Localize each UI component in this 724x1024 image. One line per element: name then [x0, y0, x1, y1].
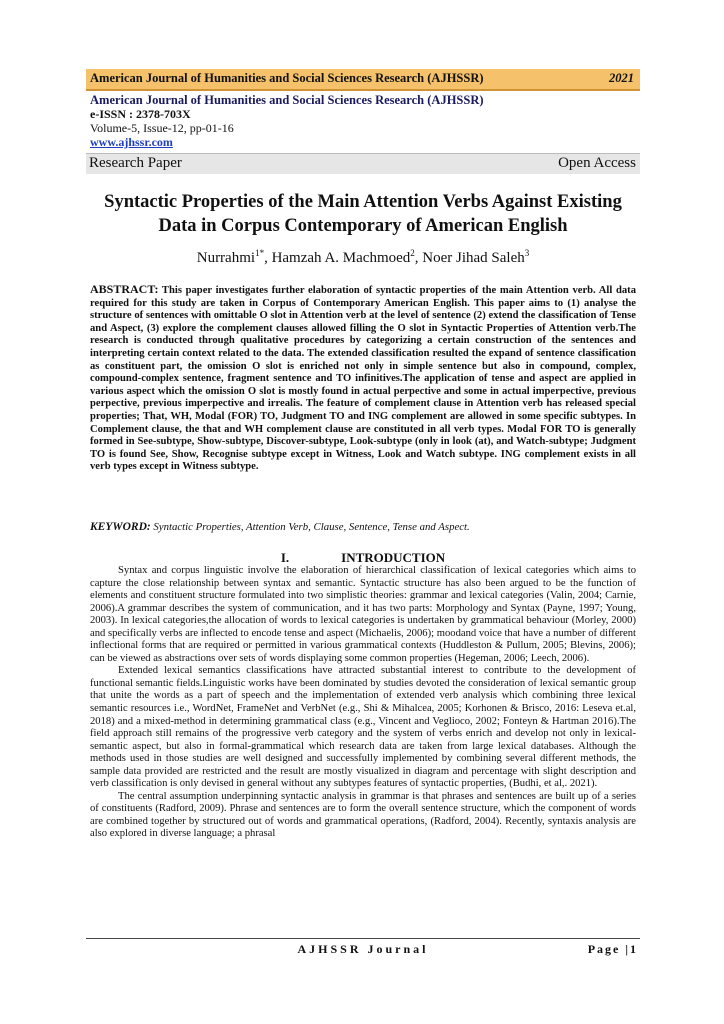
keyword-text: Syntactic Properties, Attention Verb, Clause, Sentence, Tense and Aspect. — [150, 521, 470, 533]
open-access-label: Open Access — [558, 155, 636, 171]
abstract — [90, 283, 636, 474]
author-name: Nurrahmi — [196, 250, 256, 266]
section-title: INTRODUCTION — [341, 550, 446, 565]
section-number: I. — [280, 550, 290, 565]
author-affiliation-mark: 1* — [255, 248, 265, 258]
footer-journal: AJHSSR Journal — [297, 942, 429, 956]
journal-meta — [90, 93, 484, 149]
paper-title: Syntactic Properties of the Main Attention Verbs Against Existing Data in Corpus Contemporary of American English — [104, 192, 622, 236]
meta-journal-name: American Journal of Humanities and Social Sciences Research (AJHSSR) — [90, 93, 484, 107]
body-text — [90, 565, 636, 841]
meta-eissn: e-ISSN : 2378-703X — [90, 107, 191, 121]
abstract-label: ABSTRACT: — [90, 282, 159, 296]
keywords — [90, 521, 636, 533]
paper-type-bar — [86, 153, 640, 174]
keyword-label: KEYWORD: — [90, 521, 151, 533]
header-journal-name: American Journal of Humanities and Social Sciences Research (AJHSSR) — [90, 71, 484, 85]
journal-header-band — [86, 69, 640, 91]
author-affiliation-mark: 2 — [410, 248, 415, 258]
author-name: , Hamzah A. Machmoed — [264, 250, 411, 266]
page-footer — [86, 938, 640, 957]
author-affiliation-mark: 3 — [524, 248, 530, 258]
abstract-text: This paper investigates further elaboration of syntactic properties of the main Attention verb. All data required for this study are taken in Corpus of Contemporary American English. This paper aims to (1) analyse the structure of sentences with omittable O slot in Attention verb at the level of sentence (2) extend the classification of Tense and Aspect, (3) explore the complement clauses allowed filling the O slot in Syntactic Properties of Attention verb.The research is conducted through qualitative procedures by categorizing a certain construction of the sentences and interpreting certain context related to the data. The extended classification resulted the expand of sentence classification as constituent part, the omission O slot is enriched not only in simple sentence but also in compound, complex, compound-complex sentence, fragment sentence and TO infinitives.The application of tense and aspect are applied in various aspect which the omission O slot is mostly found in actual perpective and some in actual imperpective, previous perpective, previous imperpective and irrealis. The feature of complement clause in Attention verb has released special properties; That, WH, Modal (FOR) TO, Judgment TO and ING complement are allowed in some specific subtypes. In Complement clause, the that and WH complement clause are constituted in all verb types. Modal FOR TO is generally formed in See-subtype, Show-subtype, Discover-subtype, Look-subtype (only in look (at), and Watch-subtype; Judgment TO is found See, Show, Recognise subtype except in Witness, Look and Watch subtype. ING complement exists in all verb types except in Witness subtype. — [90, 285, 636, 473]
paragraph: Extended lexical semantics classifications have attracted substantial interest to contribute to the development of functional semantic fields.Linguistic works have been dominated by studies devoted the consideration of lexical semantic group that unite the words as a part of speech and the implementation of extended verb analysis which combining three lexical semantic resources i.e., WordNet, FrameNet and VerbNet (e.g., Shi & Mihalcea, 2005; Korhonen & Brisco, 2016: Leseva et.al, 2018) and a mixed-method in determining grammatical class (e.g., Vincent and Veglioco, 2002; Fonteyn & Hartman 2016).The field approach still remains of the progressive verb category and the system of verbs enrich and develop not only in lexical-semantic aspect, but also in formal-grammatical which research data are taken from large lexical databases. Although the methods used in those studies are well designed and successfully implemented by combining several different methods, the sample data provided are restricted and the result are mostly visualized in diagram and percentage with slight description and verb classification is only devised in general without any subtypes features of syntactic properties, (Budhi, et al,. 2021). — [90, 665, 636, 790]
page-number: Page |1 — [587, 942, 638, 956]
section-heading — [86, 550, 640, 566]
author-name: , Noer Jihad Saleh — [414, 250, 525, 266]
author-list — [86, 248, 640, 267]
header-year: 2021 — [609, 71, 634, 85]
paragraph: Syntax and corpus linguistic involve the elaboration of hierarchical classification of lexical categories which aims to capture the close relationship between syntax and semantic. Syntactic structure has also been argued to be the function of elements and constituent structure formulated into two simplistic theories: grammar and lexical categories (Valin, 2004; Carnie, 2006).A grammar describes the system of communication, and it has two parts: Morphology and Syntax (Payne, 1997; Young, 2003). In lexical categories,the allocation of words to lexical categories is undertaken by grammatical behaviour (Morley, 2000) and specifically verbs are inflected to encode tense and aspect (Michaelis, 2006); moodand voice that have a number of different inflectional forms that are required or permitted in various grammatical contexts (Huddleston & Pullum, 2005; Blevins, 2006); can be viewed as abstractions over sets of words displaying some common properties (Hegeman, 2006; Leech, 2006). — [90, 565, 636, 664]
paper-type-label: Research Paper — [89, 155, 182, 171]
paragraph: The central assumption underpinning syntactic analysis in grammar is that phrases and sentences are built up of a series of constituents (Radford, 2009). Phrase and sentences are to form the overall sentence structure, which the component of words are combined together by structured out of words and grammatical operations, (Radford, 2004). Recently, syntaxis analysis are also explored in diverse language; a phrasal — [90, 790, 636, 840]
meta-volume: Volume-5, Issue-12, pp-01-16 — [90, 121, 234, 135]
journal-website-link[interactable]: www.ajhssr.com — [90, 135, 173, 149]
